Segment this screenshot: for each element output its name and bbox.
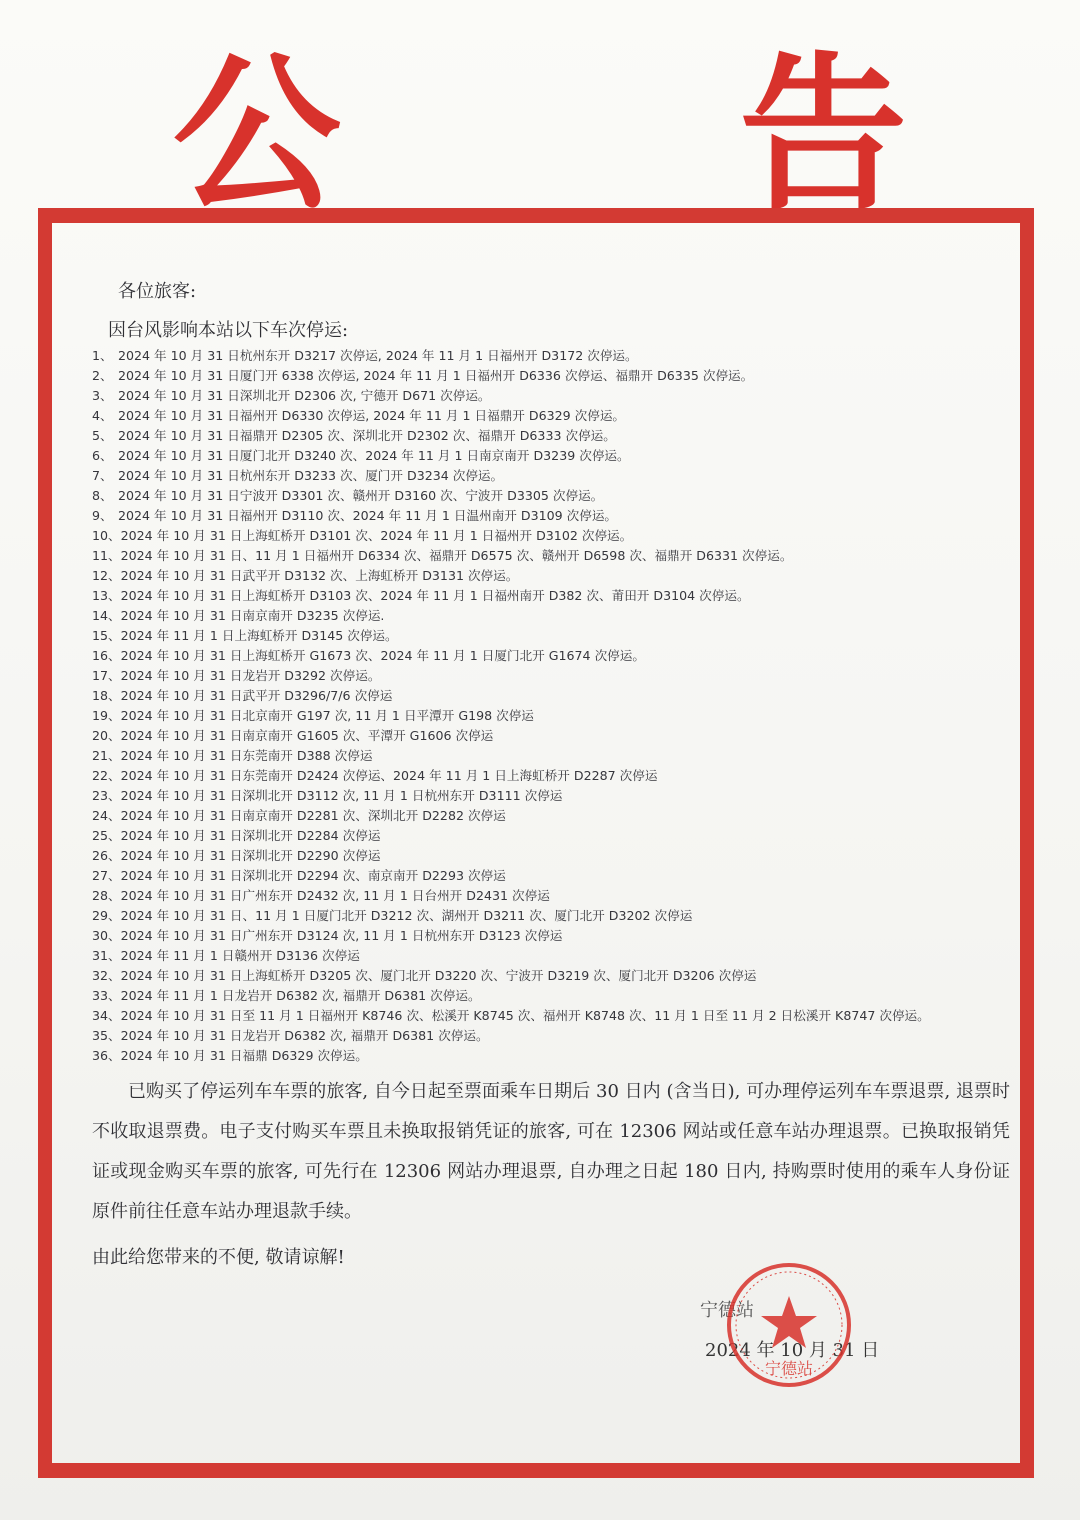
list-item-number: 10、	[92, 528, 121, 543]
list-item-number: 11、	[92, 548, 121, 563]
list-item	[92, 426, 1027, 446]
list-item-text: 2024 年 10 月 31 日南京南开 G1605 次、平潭开 G1606 次停运	[120, 728, 494, 743]
list-item-text: 2024 年 10 月 31 日福鼎 D6329 次停运。	[120, 1048, 368, 1063]
list-item	[92, 666, 1027, 686]
list-item-text: 2024 年 10 月 31 日福州开 D3110 次、2024 年 11 月 1 日温州南开 D3109 次停运。	[118, 508, 618, 523]
list-item	[92, 986, 1027, 1006]
list-item-text: 2024 年 11 月 1 日龙岩开 D6382 次, 福鼎开 D6381 次停运。	[120, 988, 481, 1003]
list-item-number: 32、	[92, 968, 121, 983]
closing-line: 由此给您带来的不便, 敬请谅解!	[92, 1247, 345, 1268]
list-item	[92, 1046, 1027, 1066]
list-item-text: 2024 年 11 月 1 日赣州开 D3136 次停运	[120, 948, 360, 963]
list-item	[92, 706, 1027, 726]
list-item	[92, 786, 1027, 806]
list-item	[92, 366, 1027, 386]
list-item	[92, 546, 1027, 566]
list-item-text: 2024 年 10 月 31 日深圳北开 D3112 次, 11 月 1 日杭州东开 D3111 次停运	[120, 788, 563, 803]
list-item-text: 2024 年 10 月 31 日上海虹桥开 D3101 次、2024 年 11 月 1 日福州开 D3102 次停运。	[120, 528, 633, 543]
notice-body	[92, 276, 1027, 1278]
list-item	[92, 526, 1027, 546]
list-item-number: 24、	[92, 808, 121, 823]
list-item	[92, 646, 1027, 666]
list-item	[92, 446, 1027, 466]
list-item	[92, 566, 1027, 586]
intro-line: 因台风影响本站以下车次停运:	[108, 320, 349, 341]
list-item-text: 2024 年 10 月 31 日至 11 月 1 日福州开 K8746 次、松溪开 K8745 次、福州开 K8748 次、11 月 1 日至 11 月 2 日松溪开 K8747 次停运。	[120, 1008, 930, 1023]
list-item-text: 2024 年 10 月 31 日杭州东开 D3217 次停运, 2024 年 11 月 1 日福州开 D3172 次停运。	[118, 348, 638, 363]
list-item-number: 36、	[92, 1048, 121, 1063]
list-item-number: 12、	[92, 568, 121, 583]
list-item	[92, 846, 1027, 866]
list-item-text: 2024 年 10 月 31 日东莞南开 D388 次停运	[120, 748, 373, 763]
list-item	[92, 746, 1027, 766]
list-item-text: 2024 年 10 月 31 日福州开 D6330 次停运, 2024 年 11 月 1 日福鼎开 D6329 次停运。	[118, 408, 626, 423]
list-item	[92, 766, 1027, 786]
list-item-number: 1、	[92, 348, 113, 363]
list-item-text: 2024 年 10 月 31 日北京南开 G197 次, 11 月 1 日平潭开 G198 次停运	[120, 708, 534, 723]
list-item-text: 2024 年 10 月 31 日深圳北开 D2306 次, 宁德开 D671 次停运。	[118, 388, 491, 403]
list-item	[92, 466, 1027, 486]
notice-date: 2024 年 10 月 31 日	[705, 1340, 880, 1361]
list-item-number: 17、	[92, 668, 121, 683]
list-item-number: 25、	[92, 828, 121, 843]
list-item-number: 21、	[92, 748, 121, 763]
list-item	[92, 406, 1027, 426]
list-item-number: 26、	[92, 848, 121, 863]
list-item-text: 2024 年 10 月 31 日福鼎开 D2305 次、深圳北开 D2302 次、福鼎开 D6333 次停运。	[118, 428, 616, 443]
list-item-text: 2024 年 10 月 31 日南京南开 D3235 次停运.	[120, 608, 385, 623]
list-item	[92, 386, 1027, 406]
list-item-text: 2024 年 10 月 31 日深圳北开 D2284 次停运	[120, 828, 381, 843]
list-item-text: 2024 年 10 月 31 日南京南开 D2281 次、深圳北开 D2282 次停运	[120, 808, 506, 823]
list-item	[92, 826, 1027, 846]
list-item	[92, 886, 1027, 906]
list-item	[92, 806, 1027, 826]
list-item	[92, 626, 1027, 646]
list-item-number: 5、	[92, 428, 113, 443]
list-item-number: 2、	[92, 368, 113, 383]
list-item-text: 2024 年 10 月 31 日、11 月 1 日福州开 D6334 次、福鼎开 D6575 次、赣州开 D6598 次、福鼎开 D6331 次停运。	[120, 548, 793, 563]
list-item-text: 2024 年 10 月 31 日东莞南开 D2424 次停运、2024 年 11 月 1 日上海虹桥开 D2287 次停运	[120, 768, 658, 783]
list-item	[92, 726, 1027, 746]
list-item	[92, 1006, 1012, 1026]
list-item-number: 27、	[92, 868, 121, 883]
list-item-number: 35、	[92, 1028, 121, 1043]
list-item-text: 2024 年 10 月 31 日上海虹桥开 D3103 次、2024 年 11 月 1 日福州南开 D382 次、莆田开 D3104 次停运。	[120, 588, 750, 603]
list-item-text: 2024 年 10 月 31 日龙岩开 D6382 次, 福鼎开 D6381 次停运。	[120, 1028, 489, 1043]
list-item-number: 18、	[92, 688, 121, 703]
list-item-number: 34、	[92, 1008, 121, 1023]
list-item-number: 4、	[92, 408, 113, 423]
list-item-text: 2024 年 10 月 31 日广州东开 D2432 次, 11 月 1 日台州开 D2431 次停运	[120, 888, 550, 903]
seal-text: 宁德站	[764, 1359, 814, 1378]
list-item-number: 8、	[92, 488, 113, 503]
list-item-number: 7、	[92, 468, 113, 483]
list-item-number: 19、	[92, 708, 121, 723]
list-item-number: 22、	[92, 768, 121, 783]
list-item	[92, 926, 1027, 946]
list-item	[92, 966, 1027, 986]
list-item-number: 31、	[92, 948, 121, 963]
list-item-text: 2024 年 10 月 31 日宁波开 D3301 次、赣州开 D3160 次、宁波开 D3305 次停运。	[118, 488, 604, 503]
list-item-number: 13、	[92, 588, 121, 603]
list-item	[92, 346, 1027, 366]
list-item-text: 2024 年 10 月 31 日龙岩开 D3292 次停运。	[120, 668, 381, 683]
list-item-number: 16、	[92, 648, 121, 663]
list-item-number: 23、	[92, 788, 121, 803]
list-item-number: 33、	[92, 988, 121, 1003]
list-item-number: 3、	[92, 388, 113, 403]
list-item-text: 2024 年 10 月 31 日杭州东开 D3233 次、厦门开 D3234 次停运。	[118, 468, 504, 483]
list-item-number: 20、	[92, 728, 121, 743]
official-seal-icon	[724, 1260, 854, 1390]
list-item-text: 2024 年 11 月 1 日上海虹桥开 D3145 次停运。	[120, 628, 398, 643]
list-item-text: 2024 年 10 月 31 日武平开 D3132 次、上海虹桥开 D3131 次停运。	[120, 568, 519, 583]
list-item-number: 30、	[92, 928, 121, 943]
list-item-number: 28、	[92, 888, 121, 903]
list-item-text: 2024 年 10 月 31 日深圳北开 D2294 次、南京南开 D2293 次停运	[120, 868, 506, 883]
list-item-text: 2024 年 10 月 31 日深圳北开 D2290 次停运	[120, 848, 381, 863]
list-item-text: 2024 年 10 月 31 日武平开 D3296/7/6 次停运	[120, 688, 393, 703]
list-item-text: 2024 年 10 月 31 日上海虹桥开 G1673 次、2024 年 11 月 1 日厦门北开 G1674 次停运。	[120, 648, 645, 663]
list-item	[92, 906, 1027, 926]
list-item-text: 2024 年 10 月 31 日广州东开 D3124 次, 11 月 1 日杭州东开 D3123 次停运	[120, 928, 563, 943]
list-item	[92, 866, 1027, 886]
list-item-text: 2024 年 10 月 31 日厦门北开 D3240 次、2024 年 11 月 1 日南京南开 D3239 次停运。	[118, 448, 630, 463]
list-item	[92, 946, 1027, 966]
list-item	[92, 686, 1027, 706]
list-item-number: 15、	[92, 628, 121, 643]
list-item	[92, 606, 1027, 626]
greeting: 各位旅客:	[118, 281, 197, 302]
list-item	[92, 486, 1027, 506]
list-item-text: 2024 年 10 月 31 日上海虹桥开 D3205 次、厦门北开 D3220 次、宁波开 D3219 次、厦门北开 D3206 次停运	[120, 968, 757, 983]
notice-title: 公 告	[172, 37, 1078, 233]
list-item-number: 29、	[92, 908, 121, 923]
list-item-number: 6、	[92, 448, 113, 463]
signature: 宁德站	[700, 1300, 754, 1321]
list-item	[92, 506, 1027, 526]
list-item-number: 9、	[92, 508, 113, 523]
list-item-text: 2024 年 10 月 31 日厦门开 6338 次停运, 2024 年 11 月 1 日福州开 D6336 次停运、福鼎开 D6335 次停运。	[118, 368, 754, 383]
list-item	[92, 1026, 1027, 1046]
list-item	[92, 586, 1027, 606]
suspended-train-list	[92, 346, 1027, 1066]
refund-paragraph: 已购买了停运列车车票的旅客, 自今日起至票面乘车日期后 30 日内 (含当日), 可办理停运列车车票退票, 退票时不收取退票费。电子支付购买车票且未换取报销凭证的旅客, 可在 12306 网站或任意车站办理退票。已换取报销凭证或现金购买车票的旅客, 可先行在 12306 网站办理退票, 自办理之日起 180 日内, 持购票时使用的乘车人身份证原件前往任意车站办理退款手续。	[92, 1081, 1010, 1222]
list-item-text: 2024 年 10 月 31 日、11 月 1 日厦门北开 D3212 次、湖州开 D3211 次、厦门北开 D3202 次停运	[120, 908, 693, 923]
list-item-number: 14、	[92, 608, 121, 623]
